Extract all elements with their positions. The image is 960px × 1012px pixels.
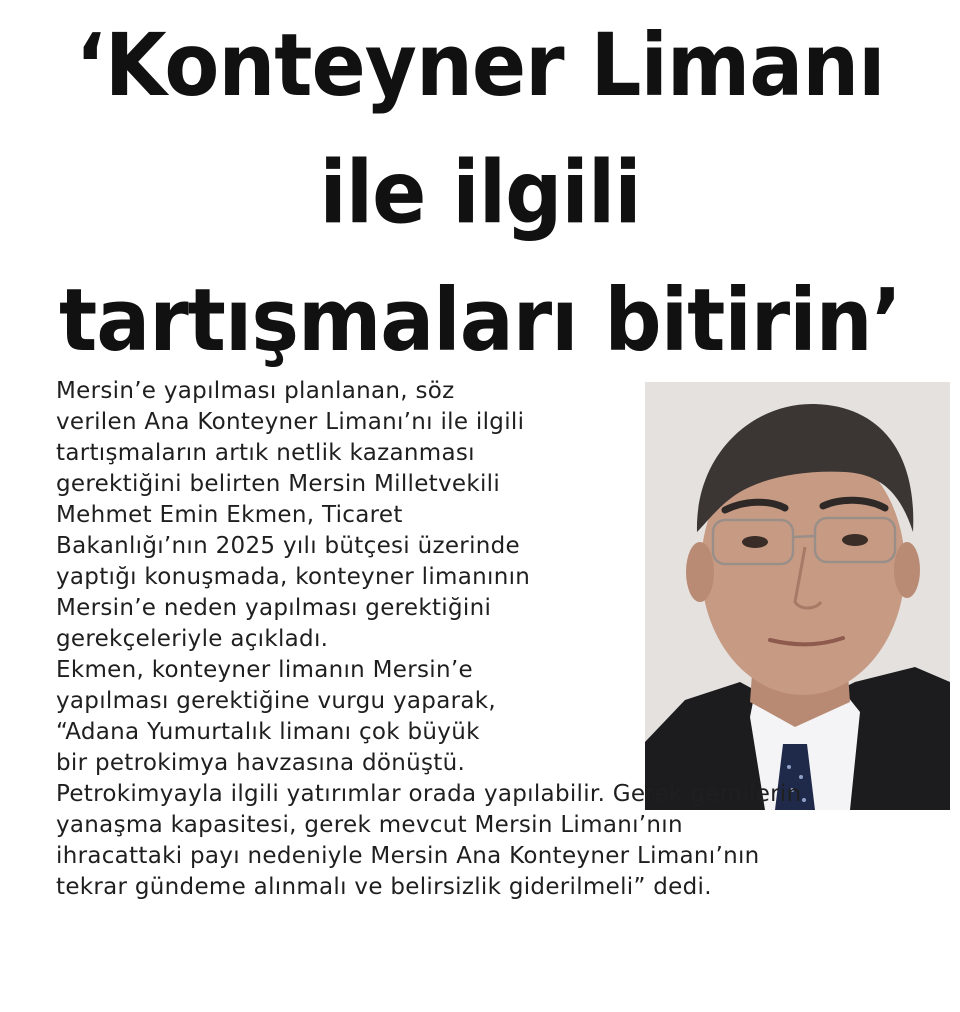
article-body bbox=[56, 376, 936, 903]
body-line: Mersin’e yapılması planlanan, söz bbox=[56, 378, 455, 404]
body-line: gerektiğini belirten Mersin Milletvekili bbox=[56, 471, 501, 497]
headline-line: tartışmaları bitirin’ bbox=[58, 269, 901, 371]
headline-line: ‘Konteyner Limanı bbox=[75, 14, 885, 116]
body-line: tartışmaların artık netlik kazanması bbox=[56, 440, 475, 466]
body-line: bir petrokimya havzasına dönüştü. bbox=[56, 750, 466, 776]
body-line: “Adana Yumurtalık limanı çok büyük bbox=[56, 719, 480, 745]
body-line: Mersin’e neden yapılması gerektiğini bbox=[56, 595, 492, 621]
body-line: Petrokimyayla ilgili yatırımlar orada yapılabilir. Gerek gemilerin bbox=[56, 781, 802, 807]
headline-line: ile ilgili bbox=[319, 142, 641, 243]
body-line: yapılması gerektiğine vurgu yaparak, bbox=[56, 688, 496, 714]
body-line: verilen Ana Konteyner Limanı’nı ile ilgili bbox=[56, 409, 525, 435]
body-line: yaptığı konuşmada, konteyner limanının bbox=[56, 564, 531, 590]
body-line: gerekçeleriyle açıkladı. bbox=[56, 626, 329, 652]
headline bbox=[0, 2, 960, 384]
body-line: Mehmet Emin Ekmen, Ticaret bbox=[56, 502, 403, 528]
body-line: ihracattaki payı nedeniyle Mersin Ana Konteyner Limanı’nın bbox=[56, 843, 760, 869]
body-line: tekrar gündeme alınmalı ve belirsizlik giderilmeli” dedi. bbox=[56, 874, 712, 900]
body-line: yanaşma kapasitesi, gerek mevcut Mersin Limanı’nın bbox=[56, 812, 683, 838]
body-line: Ekmen, konteyner limanın Mersin’e bbox=[56, 657, 473, 683]
body-line: Bakanlığı’nın 2025 yılı bütçesi üzerinde bbox=[56, 533, 520, 559]
